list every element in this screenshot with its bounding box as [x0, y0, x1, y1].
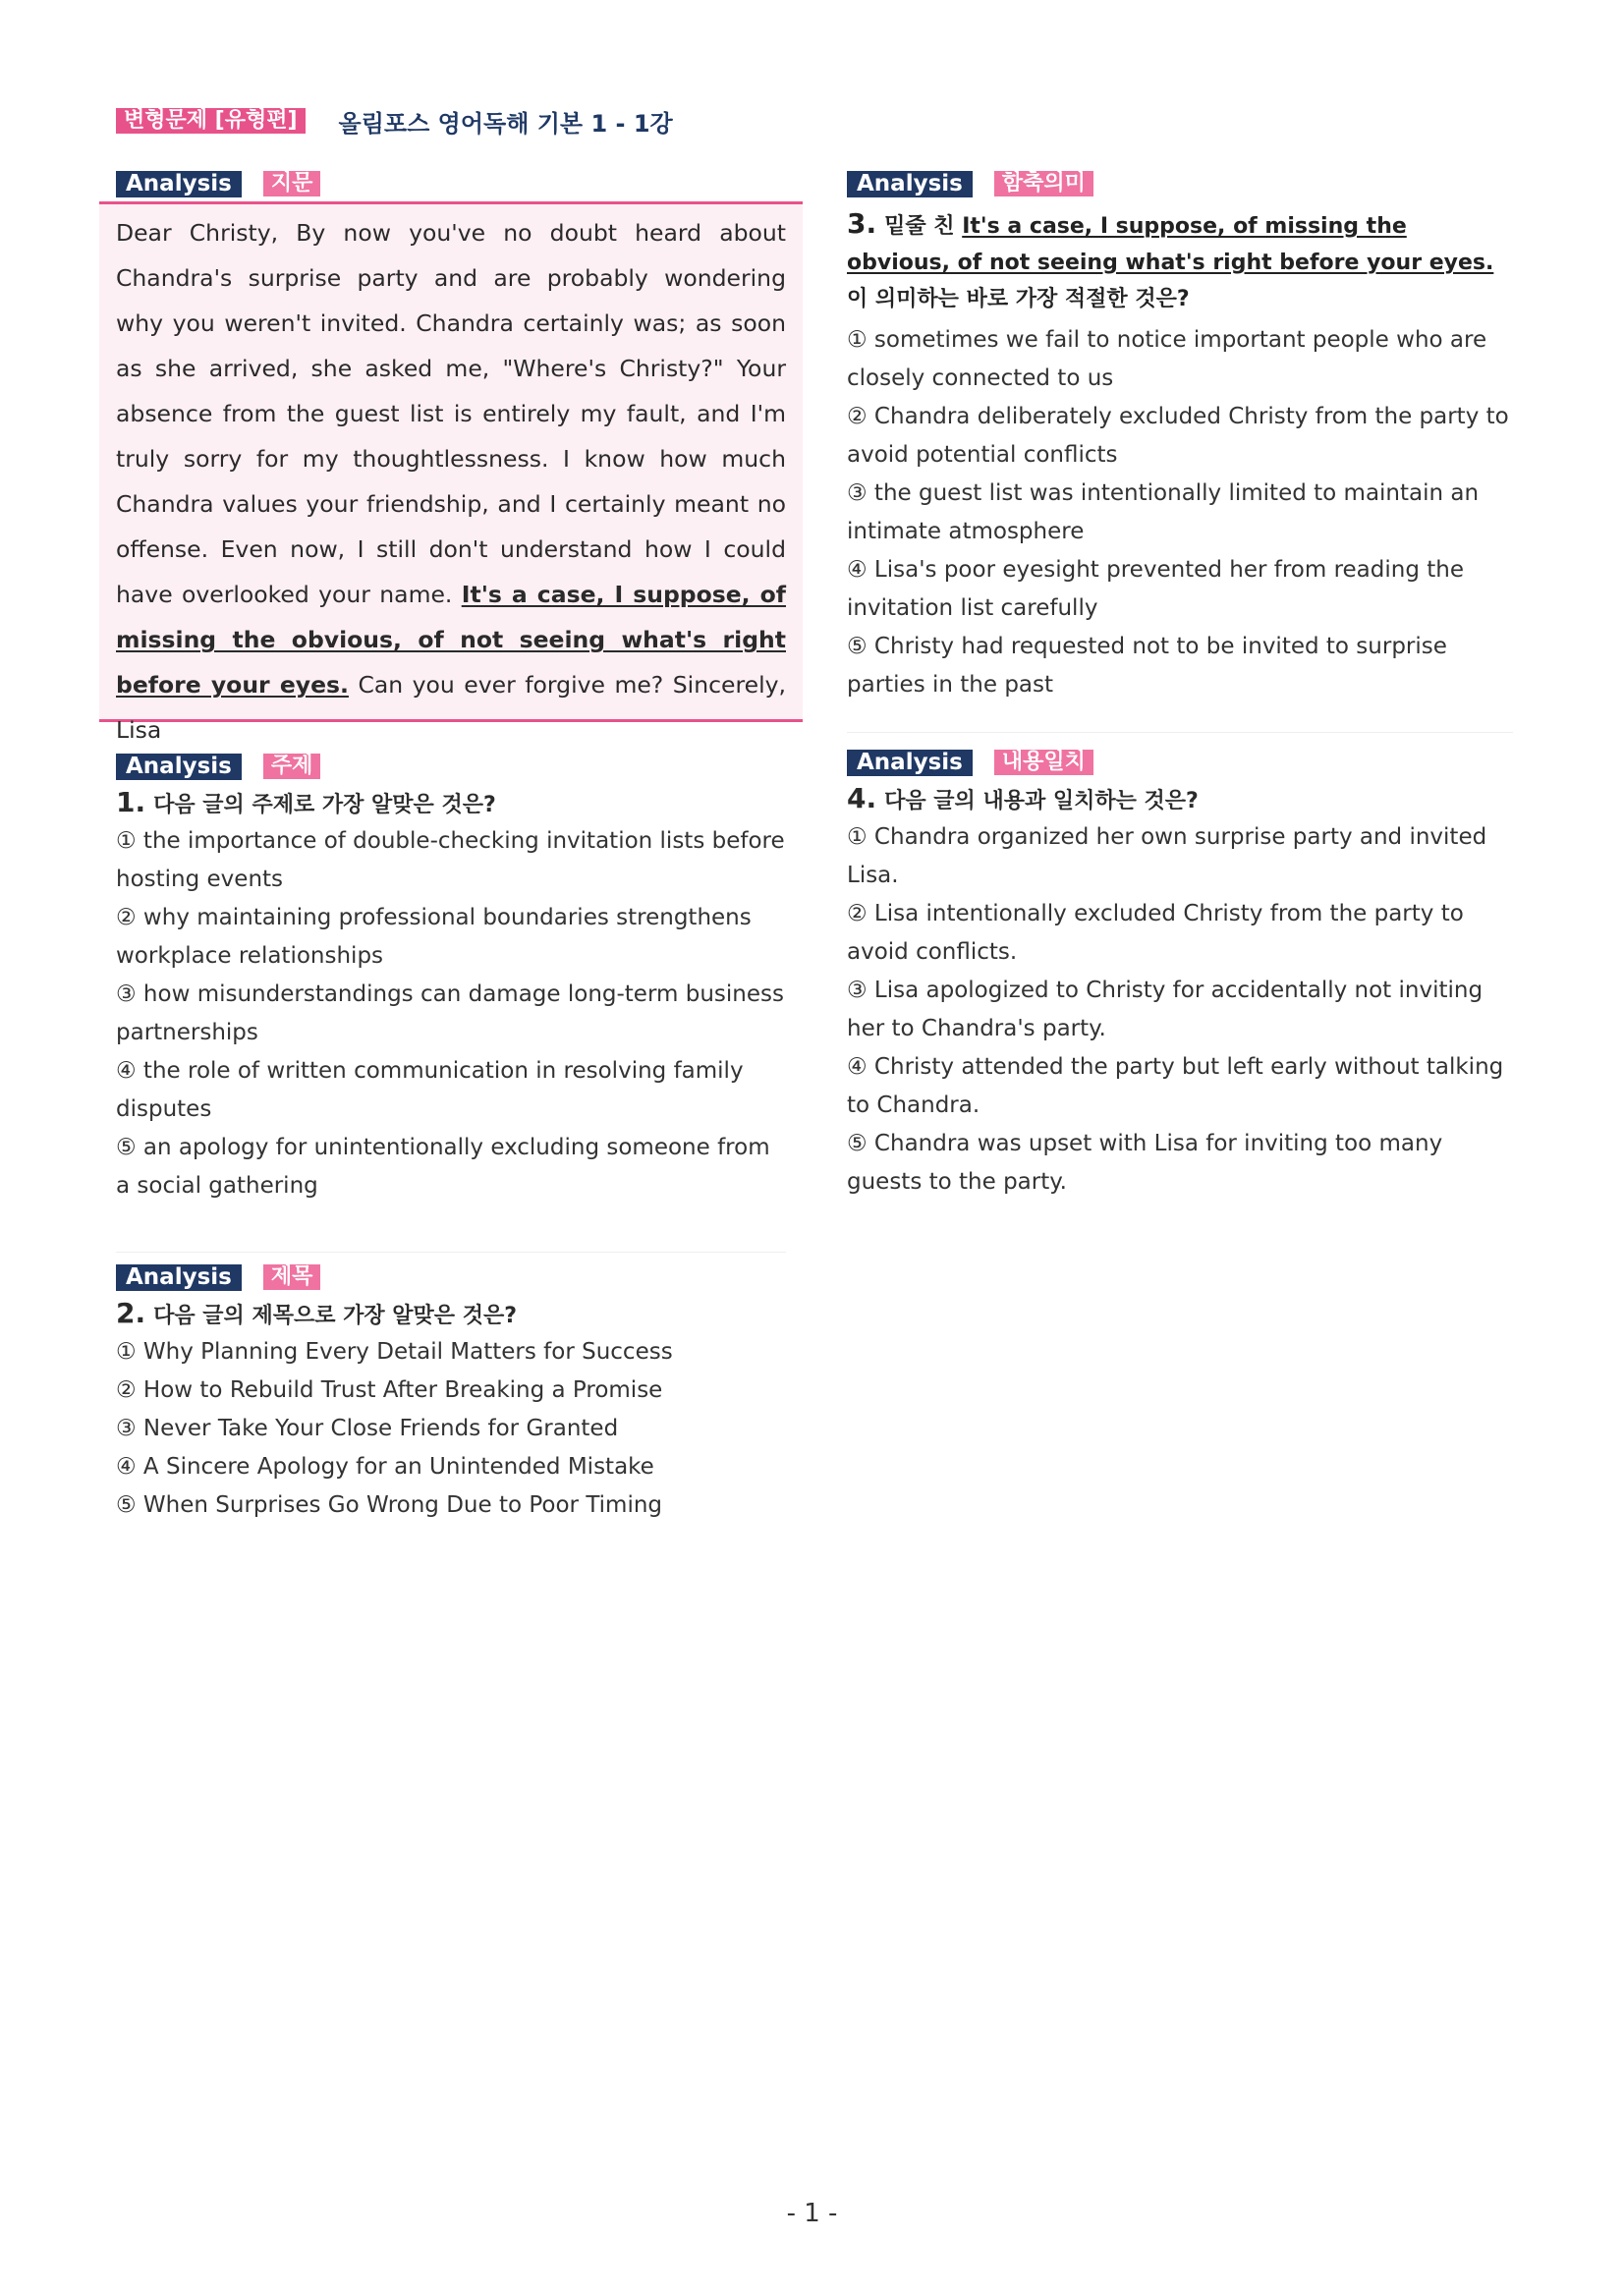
question-4 [847, 749, 1513, 1202]
topic-section-label [116, 753, 786, 780]
question-text: 다음 글의 제목으로 가장 알맞은 것은? [153, 1304, 517, 1328]
answer-option[interactable]: ① Chandra organized her own surprise party and invited Lisa. [847, 824, 1487, 888]
analysis-badge: Analysis [116, 754, 242, 780]
passage-section-label [116, 170, 320, 197]
question-number: 3. [847, 207, 877, 240]
answer-option[interactable]: ③ how misunderstandings can damage long-term business partnerships [116, 981, 784, 1045]
question-number: 2. [116, 1297, 146, 1329]
passage-body: Dear Christy, By now you've no doubt heard about Chandra's surprise party and are probably wondering why you weren't invited. Chandra certainly was; as soon as she arrived, she asked me, "Where's Christy?" Your absence from the guest list is entirely my fault, and I'm truly sorry for my thoughtlessness. I know how much Chandra values your friendship, and I certainly meant no offense. Even now, I still don't understand how I could have overlooked your name. [116, 219, 786, 608]
answer-option[interactable]: ③ Never Take Your Close Friends for Granted [116, 1416, 619, 1441]
answer-option[interactable]: ① sometimes we fail to notice important people who are closely connected to us [847, 327, 1487, 391]
answer-option[interactable]: ② How to Rebuild Trust After Breaking a Promise [116, 1377, 663, 1403]
answer-option[interactable]: ② why maintaining professional boundaries strengthens workplace relationships [116, 905, 752, 969]
divider [116, 1252, 786, 1253]
passage-box [99, 201, 803, 744]
analysis-badge: Analysis [847, 171, 973, 197]
answer-option[interactable]: ③ the guest list was intentionally limited to maintain an intimate atmosphere [847, 480, 1480, 544]
page-title: 올림포스 영어독해 기본 1 - 1강 [338, 109, 673, 138]
title-section-label [116, 1263, 786, 1291]
passage-closing: Can you ever forgive me? Sincerely, Lisa [116, 671, 786, 744]
answer-option[interactable]: ⑤ When Surprises Go Wrong Due to Poor Timing [116, 1492, 663, 1518]
question-prompt [116, 1297, 786, 1329]
page-header [116, 106, 673, 136]
question-text-pre: 밑줄 친 [884, 214, 963, 239]
implication-section-label [847, 170, 1513, 197]
section-type-badge: 제목 [263, 1264, 321, 1290]
answer-option[interactable]: ④ A Sincere Apology for an Unintended Mistake [116, 1454, 654, 1480]
section-type-badge: 주제 [263, 754, 321, 779]
question-text: 다음 글의 주제로 가장 알맞은 것은? [153, 793, 496, 817]
question-number: 4. [847, 782, 877, 814]
divider [847, 732, 1513, 733]
question-3 [847, 170, 1513, 704]
content-match-section-label [847, 749, 1513, 776]
answer-option[interactable]: ⑤ Christy had requested not to be invited to surprise parties in the past [847, 634, 1447, 698]
answer-option[interactable]: ② Lisa intentionally excluded Christy from the party to avoid conflicts. [847, 901, 1464, 965]
question-prompt [847, 205, 1513, 317]
question-number: 1. [116, 786, 146, 818]
answer-options [847, 818, 1513, 1202]
answer-option[interactable]: ⑤ an apology for unintentionally excluding someone from a social gathering [116, 1135, 770, 1199]
question-2 [116, 1263, 786, 1525]
page-number: - 1 - [786, 2199, 838, 2228]
worksheet-type-tag: 변형문제 [유형편] [116, 108, 306, 134]
analysis-badge: Analysis [116, 171, 242, 197]
answer-option[interactable]: ③ Lisa apologized to Christy for accidentally not inviting her to Chandra's party. [847, 978, 1484, 1041]
answer-option[interactable]: ⑤ Chandra was upset with Lisa for inviting too many guests to the party. [847, 1131, 1443, 1195]
question-text-post: 이 의미하는 바로 가장 적절한 것은? [847, 287, 1190, 311]
underlined-quote: It's a case, I suppose, of missing the obvious, of not seeing what's right before your eyes. [847, 214, 1494, 275]
passage-text [116, 210, 786, 753]
answer-options [116, 822, 786, 1205]
section-type-badge: 내용일치 [994, 750, 1093, 775]
answer-option[interactable]: ② Chandra deliberately excluded Christy from the party to avoid potential conflicts [847, 404, 1509, 468]
answer-options [116, 1333, 786, 1525]
answer-option[interactable]: ① Why Planning Every Detail Matters for Success [116, 1339, 673, 1365]
answer-option[interactable]: ④ the role of written communication in resolving family disputes [116, 1058, 744, 1122]
question-prompt [847, 782, 1513, 814]
analysis-badge: Analysis [847, 750, 973, 776]
section-type-badge: 지문 [263, 171, 321, 196]
analysis-badge: Analysis [116, 1264, 242, 1291]
answer-option[interactable]: ④ Lisa's poor eyesight prevented her from reading the invitation list carefully [847, 557, 1464, 621]
question-text: 다음 글의 내용과 일치하는 것은? [884, 789, 1199, 813]
answer-option[interactable]: ① the importance of double-checking invitation lists before hosting events [116, 828, 785, 892]
underlined-sentence: It's a case, I suppose, of missing the obvious, of not seeing what's right before your eyes. [116, 581, 786, 699]
answer-option[interactable]: ④ Christy attended the party but left early without talking to Chandra. [847, 1054, 1504, 1118]
question-1 [116, 753, 786, 1205]
section-type-badge: 함축의미 [994, 171, 1093, 196]
answer-options [847, 321, 1513, 704]
question-prompt [116, 786, 786, 818]
